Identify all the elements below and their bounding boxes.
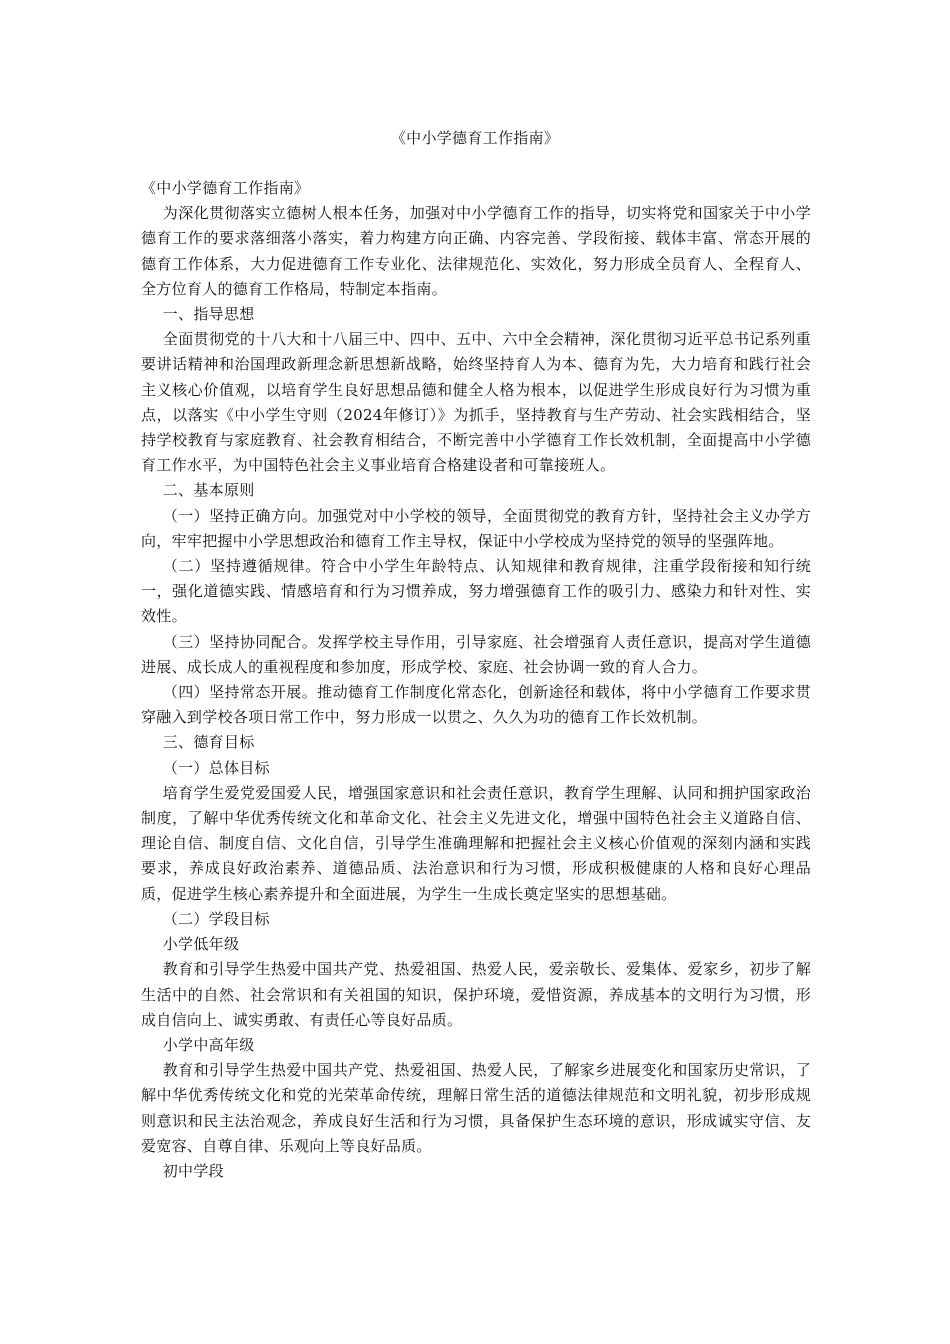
paragraph: 教育和引导学生热爱中国共产党、热爱祖国、热爱人民，了解家乡进展变化和国家历史常识，了解中华优秀传统文化和党的光荣革命传统，理解日常生活的道德法律规范和文明礼貌，初步形成规则意识和民主法治观念，养成良好生活和行为习惯，具备保护生态环境的意识，形成诚实守信、友爱宽容、自尊自律、乐观向上等良好品质。 (141, 1061, 811, 1155)
paragraph: 小学中高年级 (162, 1035, 255, 1054)
paragraph: （二）坚持遵循规律。符合中小学生年龄特点、认知规律和教育规律，注重学段衔接和知行统一，强化道德实践、情感培育和行为习惯养成，努力增强德育工作的吸引力、感染力和针对性、实效性。 (141, 557, 811, 626)
document-heading: 《中小学德育工作指南》 (141, 179, 310, 197)
paragraph: （三）坚持协同配合。发挥学校主导作用，引导家庭、社会增强育人责任意识，提高对学生道德进展、成长成人的重视程度和参加度，形成学校、家庭、社会协调一致的育人合力。 (141, 632, 811, 676)
paragraph: （四）坚持常态开展。推动德育工作制度化常态化，创新途径和载体，将中小学德育工作要求贯穿融入到学校各项日常工作中，努力形成一以贯之、久久为功的德育工作长效机制。 (141, 683, 811, 727)
document-title: 《中小学德育工作指南》 (390, 129, 560, 147)
paragraph: 初中学段 (162, 1161, 224, 1180)
paragraph: 三、德育目标 (162, 733, 255, 752)
document-body (141, 176, 811, 1184)
paragraph: 全面贯彻党的十八大和十八届三中、四中、五中、六中全会精神，深化贯彻习近平总书记系列重要讲话精神和治国理政新理念新思想新战略，始终坚持育人为本、德育为先，大力培育和践行社会主义核心价值观，以培育学生良好思想品德和健全人格为根本，以促进学生形成良好行为习惯为重点，以落实《中小学生守则（2024年修订）》为抓手，坚持教育与生产劳动、社会实践相结合，坚持学校教育与家庭教育、社会教育相结合，不断完善中小学德育工作长效机制，全面提高中小学德育工作水平，为中国特色社会主义事业培育合格建设者和可靠接班人。 (141, 330, 811, 475)
paragraph: 小学低年级 (162, 935, 240, 954)
paragraph: （一）总体目标 (162, 758, 270, 777)
paragraph: 一、指导思想 (162, 305, 255, 324)
paragraph: 培育学生爱党爱国爱人民，增强国家意识和社会责任意识，教育学生理解、认同和拥护国家政治制度，了解中华优秀传统文化和革命文化、社会主义先进文化，增强中国特色社会主义道路自信、理论自信、制度自信、文化自信，引导学生准确理解和把握社会主义核心价值观的深刻内涵和实践要求，养成良好政治素养、道德品质、法治意识和行为习惯，形成积极健康的人格和良好心理品质，促进学生核心素养提升和全面进展，为学生一生成长奠定坚实的思想基础。 (141, 783, 811, 903)
paragraph: 为深化贯彻落实立德树人根本任务，加强对中小学德育工作的指导，切实将党和国家关于中小学德育工作的要求落细落小落实，着力构建方向正确、内容完善、学段衔接、载体丰富、常态开展的德育工作体系，大力促进德育工作专业化、法律规范化、实效化，努力形成全员育人、全程育人、全方位育人的德育工作格局，特制定本指南。 (141, 204, 811, 298)
paragraph: （一）坚持正确方向。加强党对中小学校的领导，全面贯彻党的教育方针，坚持社会主义办学方向，牢牢把握中小学思想政治和德育工作主导权，保证中小学校成为坚持党的领导的坚强阵地。 (141, 506, 811, 550)
paragraph: （二）学段目标 (162, 909, 270, 928)
paragraph: 教育和引导学生热爱中国共产党、热爱祖国、热爱人民，爱亲敬长、爱集体、爱家乡，初步了解生活中的自然、社会常识和有关祖国的知识，保护环境，爱惜资源，养成基本的文明行为习惯，形成自信向上、诚实勇敢、有责任心等良好品质。 (141, 960, 811, 1029)
paragraph: 二、基本原则 (162, 481, 255, 500)
